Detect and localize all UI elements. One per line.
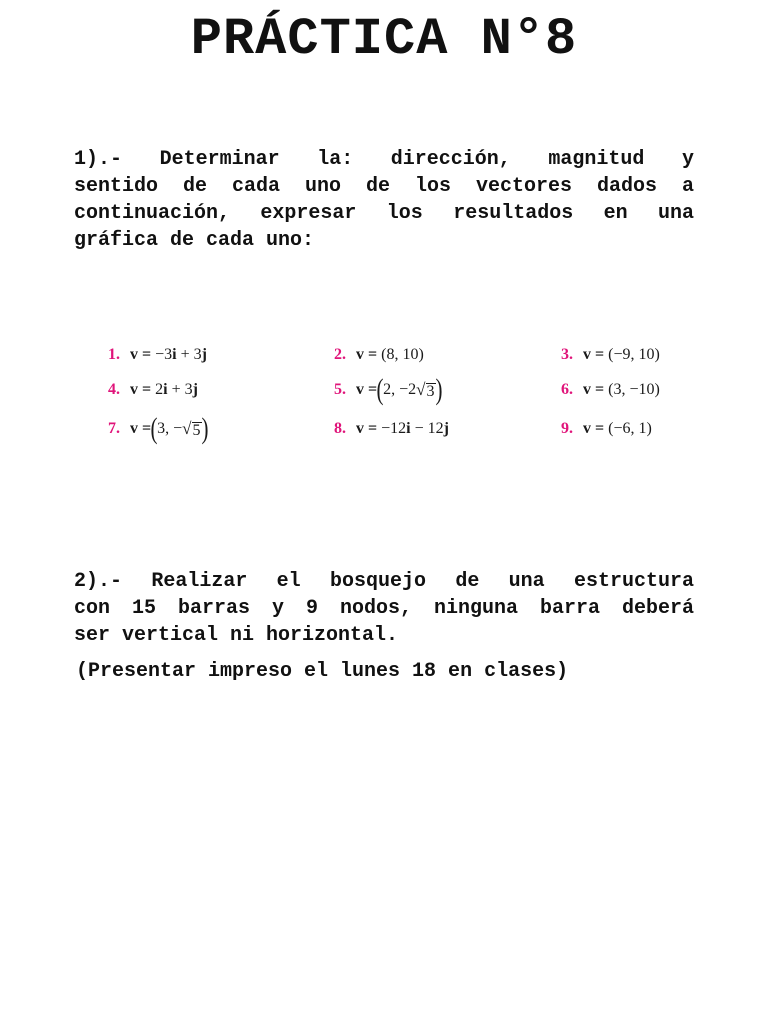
question-1-line: 1).- Determinar la: dirección, magnitud y bbox=[74, 148, 694, 171]
vector-term: 3, − bbox=[157, 420, 183, 437]
question-1 bbox=[74, 146, 694, 254]
vector-term: −3 bbox=[155, 346, 173, 363]
vector-item bbox=[334, 338, 424, 372]
vector-number: 7. bbox=[108, 420, 120, 437]
vector-list bbox=[108, 338, 708, 453]
question-1-line: continuación, expresar los resultados en una bbox=[74, 202, 694, 225]
vector-item bbox=[108, 412, 208, 446]
open-paren: ( bbox=[376, 373, 384, 406]
vector-eq: v = bbox=[130, 420, 152, 437]
close-paren: ) bbox=[435, 373, 442, 406]
question-2-line: con 15 barras y 9 nodos, ninguna barra deberá bbox=[74, 597, 694, 620]
unit-vector-j: j bbox=[443, 420, 449, 437]
vector-item bbox=[561, 412, 652, 446]
square-root bbox=[416, 380, 435, 400]
vector-eq: v = bbox=[583, 346, 605, 363]
question-1-line: gráfica de cada uno: bbox=[74, 229, 315, 252]
square-root bbox=[182, 419, 201, 439]
question-2-line: 2).- Realizar el bosquejo de una estructura bbox=[74, 570, 694, 593]
vector-number: 5. bbox=[334, 381, 346, 398]
vector-term: + 3 bbox=[167, 381, 193, 398]
vector-number: 3. bbox=[561, 346, 573, 363]
vector-item bbox=[334, 412, 449, 446]
radicand: 5 bbox=[192, 422, 201, 439]
vector-term: 2 bbox=[155, 381, 164, 398]
close-paren: ) bbox=[201, 412, 208, 445]
vector-eq: v = bbox=[356, 381, 378, 398]
vector-number: 4. bbox=[108, 381, 120, 398]
unit-vector-j: j bbox=[201, 346, 207, 363]
question-2-line: ser vertical ni horizontal. bbox=[74, 624, 399, 647]
vector-value: (3, −10) bbox=[608, 381, 660, 398]
vector-value: (−9, 10) bbox=[608, 346, 660, 363]
vector-item bbox=[561, 373, 660, 407]
question-1-line: sentido de cada uno de los vectores dados a bbox=[74, 175, 694, 198]
vector-term: 2, −2 bbox=[383, 381, 417, 398]
vector-term: −12 bbox=[381, 420, 407, 437]
vector-term: + 3 bbox=[176, 346, 202, 363]
vector-number: 6. bbox=[561, 381, 573, 398]
vector-item bbox=[334, 373, 442, 407]
vector-item bbox=[108, 373, 198, 407]
vector-item bbox=[561, 338, 660, 372]
page-title: PRÁCTICA N°8 bbox=[190, 10, 578, 69]
vector-value: (8, 10) bbox=[381, 346, 424, 363]
vector-eq: v = bbox=[356, 420, 378, 437]
vector-eq: v = bbox=[130, 381, 152, 398]
unit-vector-i: i bbox=[172, 346, 177, 363]
vector-term: − 12 bbox=[410, 420, 444, 437]
vector-number: 8. bbox=[334, 420, 346, 437]
vector-value: (−6, 1) bbox=[608, 420, 652, 437]
vector-eq: v = bbox=[583, 381, 605, 398]
radical-sign-icon: √ bbox=[416, 380, 426, 399]
unit-vector-i: i bbox=[406, 420, 411, 437]
vector-number: 9. bbox=[561, 420, 573, 437]
question-2 bbox=[74, 568, 694, 649]
radicand: 3 bbox=[426, 383, 435, 400]
unit-vector-i: i bbox=[163, 381, 168, 398]
vector-item bbox=[108, 338, 207, 372]
vector-eq: v = bbox=[583, 420, 605, 437]
unit-vector-j: j bbox=[192, 381, 198, 398]
vector-eq: v = bbox=[130, 346, 152, 363]
submission-note: (Presentar impreso el lunes 18 en clases) bbox=[76, 660, 569, 683]
open-paren: ( bbox=[150, 412, 158, 445]
vector-eq: v = bbox=[356, 346, 378, 363]
vector-number: 1. bbox=[108, 346, 120, 363]
vector-number: 2. bbox=[334, 346, 346, 363]
radical-sign-icon: √ bbox=[182, 419, 192, 438]
